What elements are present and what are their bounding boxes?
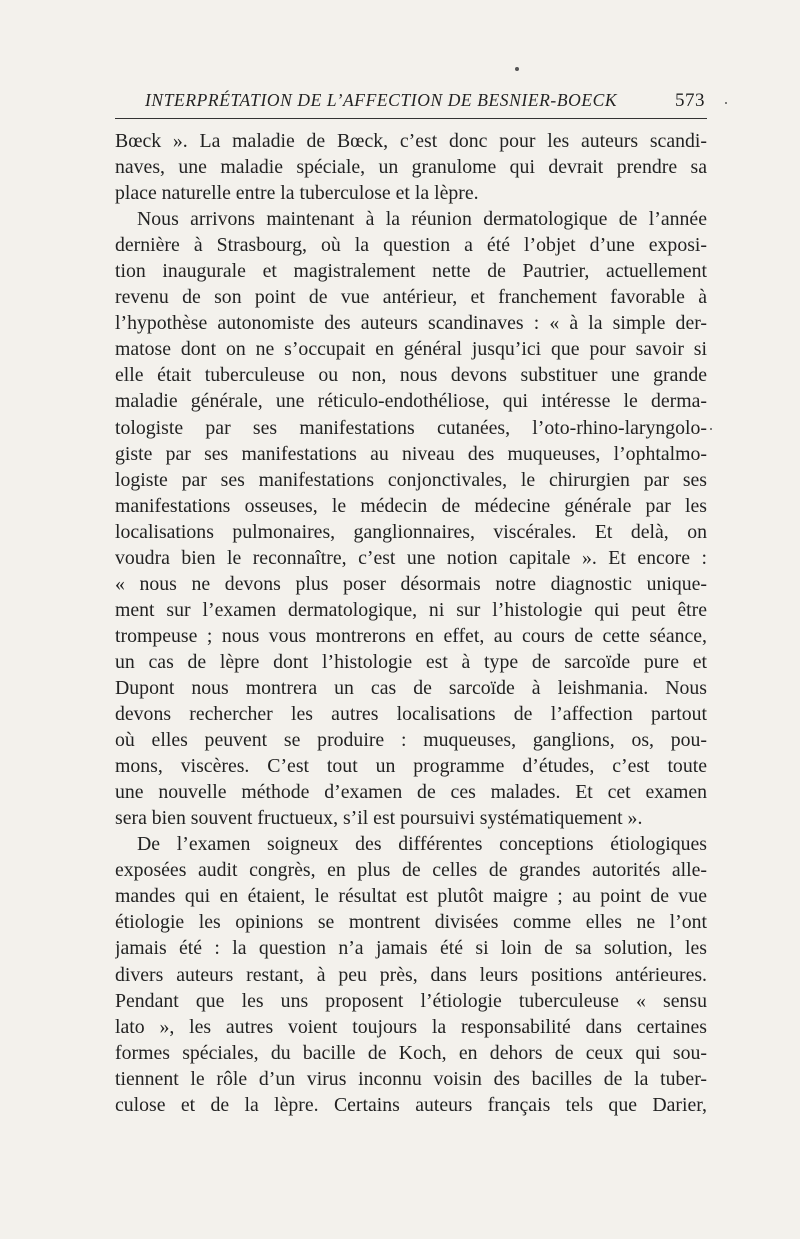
text-line: mons, viscères. C’est tout un programme d’études, c’est toute xyxy=(115,755,707,778)
text-line: devons rechercher les autres localisations de l’affection partout xyxy=(115,703,707,726)
text-line: revenu de son point de vue antérieur, et franchement favorable à xyxy=(115,286,707,309)
text-line: localisations pulmonaires, ganglionnaires, viscérales. Et delà, on xyxy=(115,520,707,543)
text-line: matose dont on ne s’occupait en général jusqu’ici que pour savoir si xyxy=(115,338,707,361)
text-line: exposées audit congrès, en plus de celles de grandes autorités alle- xyxy=(115,859,707,882)
text-line: l’hypothèse autonomiste des auteurs scandinaves : « à la simple der- xyxy=(115,312,707,335)
text-line: ment sur l’examen dermatologique, ni sur l’histologie qui peut être xyxy=(115,598,707,621)
text-line: sera bien souvent fructueux, s’il est poursuivi systématiquement ». xyxy=(115,807,643,830)
text-line: formes spéciales, du bacille de Koch, en dehors de ceux qui sou- xyxy=(115,1041,707,1064)
text-line: divers auteurs restant, à peu près, dans leurs positions antérieures. xyxy=(115,963,707,986)
text-line: culose et de la lèpre. Certains auteurs français tels que Darier, xyxy=(115,1093,707,1116)
text-line: manifestations osseuses, le médecin de médecine générale par les xyxy=(115,494,707,517)
text-line: un cas de lèpre dont l’histologie est à type de sarcoïde pure et xyxy=(115,650,707,673)
text-line: jamais été : la question n’a jamais été si loin de sa solution, les xyxy=(115,937,707,960)
text-line: mandes qui en étaient, le résultat est plutôt maigre ; au point de vue xyxy=(115,885,707,908)
running-title: INTERPRÉTATION DE L’AFFECTION DE BESNIER-BOECK xyxy=(145,90,618,110)
text-line: Bœck ». La maladie de Bœck, c’est donc pour les auteurs scandi- xyxy=(115,130,707,152)
text-line: « nous ne devons plus poser désormais notre diagnostic unique- xyxy=(115,572,707,595)
text-line: logiste par ses manifestations conjonctivales, le chirurgien par ses xyxy=(115,468,707,491)
page-number: 573 xyxy=(675,90,705,111)
body-text xyxy=(115,128,707,1118)
text-line: Pendant que les uns proposent l’étiologie tuberculeuse « sensu xyxy=(115,989,707,1012)
text-line: étiologie les opinions se montrent divisées comme elles ne l’ont xyxy=(115,911,707,934)
text-line: lato », les autres voient toujours la responsabilité dans certaines xyxy=(115,1015,707,1038)
text-line: trompeuse ; nous vous montrerons en effet, au cours de cette séance, xyxy=(115,624,707,647)
text-line: De l’examen soigneux des différentes conceptions étiologiques xyxy=(137,833,707,856)
text-line: tiennent le rôle d’un virus inconnu voisin des bacilles de la tuber- xyxy=(115,1067,707,1090)
page-header xyxy=(115,90,705,114)
text-line: giste par ses manifestations au niveau des muqueuses, l’ophtalmo- xyxy=(115,442,707,465)
print-speck xyxy=(515,67,519,71)
text-line: une nouvelle méthode d’examen de ces malades. Et cet examen xyxy=(115,781,707,804)
text-line: Dupont nous montrera un cas de sarcoïde à leishmania. Nous xyxy=(115,676,707,699)
text-line: place naturelle entre la tuberculose et la lèpre. xyxy=(115,182,479,205)
text-line: naves, une maladie spéciale, un granulome qui devrait prendre sa xyxy=(115,156,707,179)
text-line: tion inaugurale et magistralement nette de Pautrier, actuellement xyxy=(115,260,707,283)
text-line: Nous arrivons maintenant à la réunion dermatologique de l’année xyxy=(137,208,707,231)
text-line: dernière à Strasbourg, où la question a été l’objet d’une exposi- xyxy=(115,234,707,257)
text-line: où elles peuvent se produire : muqueuses, ganglions, os, pou- xyxy=(115,729,707,752)
print-speck xyxy=(725,102,727,104)
text-line: voudra bien le reconnaître, c’est une notion capitale ». Et encore : xyxy=(115,546,707,569)
print-speck xyxy=(710,428,712,430)
header-rule xyxy=(115,118,707,119)
text-line: tologiste par ses manifestations cutanées, l’oto-rhino-laryngolo- xyxy=(115,416,707,439)
text-line: elle était tuberculeuse ou non, nous devons substituer une grande xyxy=(115,364,707,387)
text-line: maladie générale, une réticulo-endothéliose, qui intéresse le derma- xyxy=(115,390,707,413)
